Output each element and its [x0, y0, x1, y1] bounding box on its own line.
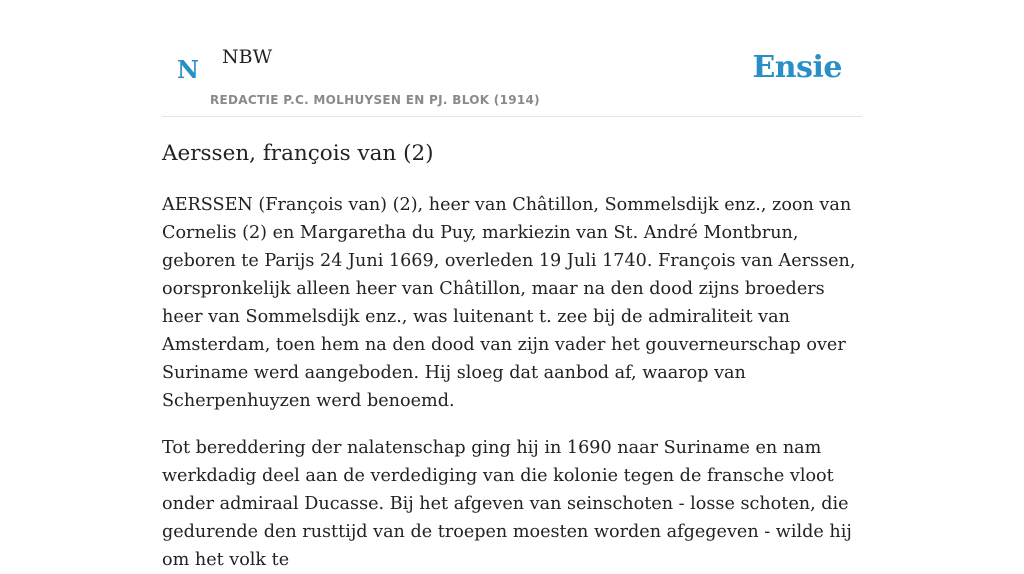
ensie-logo[interactable]: Ensie	[752, 50, 842, 85]
article-paragraph: Tot bereddering der nalatenschap ging hij in 1690 naar Suriname en nam werkdadig deel aan de verdediging van die kolonie tegen de fransche vloot onder admiraal Ducasse. Bij het afgeven van seinschoten - losse schoten, die gedurende den rusttijd van de troepen moesten worden afgegeven - wilde hij om het volk te	[162, 438, 852, 570]
article-title: Aerssen, françois van (2)	[162, 141, 434, 166]
source-name: NBW	[222, 46, 273, 68]
source-editors: REDACTIE P.C. MOLHUYSEN EN PJ. BLOK (1914)	[210, 93, 540, 107]
article-paragraph: AERSSEN (François van) (2), heer van Châtillon, Sommelsdijk enz., zoon van Cornelis (2) en Margaretha du Puy, markiezin van St. André Montbrun, geboren te Parijs 24 Juni 1669, overleden 19 Juli 1740. François van Aerssen, oorspronkelijk alleen heer van Châtillon, maar na den dood zijns broeders heer van Sommelsdijk enz., was luitenant t. zee bij de admiraliteit van Amsterdam, toen hem na den dood van zijn vader het gouverneurschap over Suriname werd aangeboden. Hij sloeg dat aanbod af, waarop van Scherpenhuyzen werd benoemd.	[162, 195, 856, 411]
article	[162, 138, 862, 574]
source-logo[interactable]: N	[177, 55, 199, 84]
site-header	[162, 0, 862, 117]
